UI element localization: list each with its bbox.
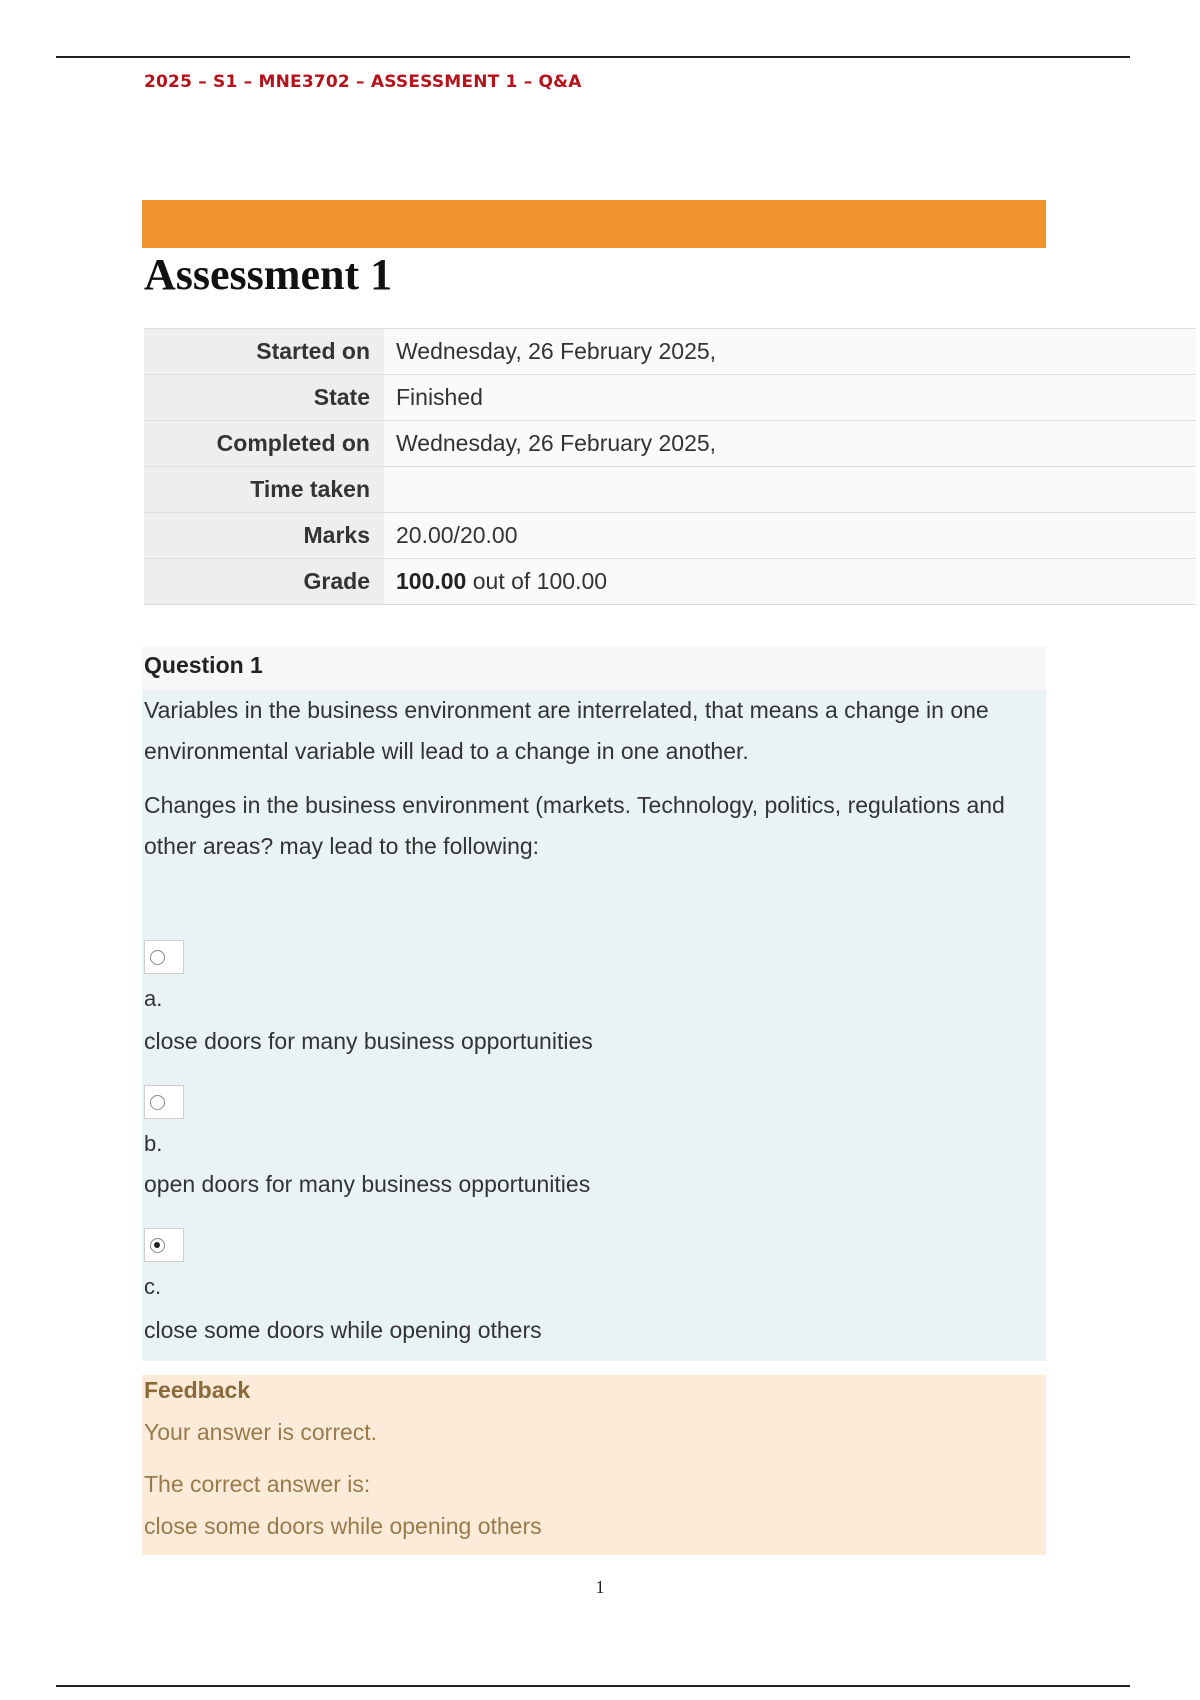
summary-row-state — [144, 375, 1196, 421]
radio-button-a[interactable] — [144, 940, 184, 974]
summary-value — [384, 467, 1196, 513]
summary-label: State — [144, 375, 384, 421]
answer-option-a[interactable] — [144, 940, 1034, 1054]
summary-value: 20.00/20.00 — [384, 513, 1196, 559]
question-body — [142, 690, 1046, 1361]
orange-banner — [142, 200, 1046, 248]
summary-label: Marks — [144, 513, 384, 559]
question-text-paragraph: Changes in the business environment (markets. Technology, politics, regulations and other areas? may lead to the following: — [144, 792, 1005, 859]
summary-value: Wednesday, 26 February 2025, — [384, 329, 1196, 375]
summary-value — [384, 559, 1196, 605]
radio-circle-icon — [150, 950, 165, 965]
grade-out-of: out of 100.00 — [466, 568, 608, 594]
summary-label: Grade — [144, 559, 384, 605]
top-rule — [56, 56, 1130, 58]
answer-option-c[interactable] — [144, 1228, 1034, 1343]
question-header — [142, 646, 1046, 690]
correct-answer-label: The correct answer is: — [144, 1471, 371, 1497]
document-header-title: 2025 – S1 – MNE3702 – ASSESSMENT 1 – Q&A — [144, 72, 582, 92]
option-letter: c. — [144, 1274, 162, 1299]
feedback-panel — [142, 1375, 1046, 1555]
grade-score: 100.00 — [396, 568, 467, 594]
radio-button-b[interactable] — [144, 1085, 184, 1119]
question-text-paragraph: Variables in the business environment are interrelated, that means a change in one environmental variable will lead to a change in one another. — [144, 697, 989, 764]
summary-row-completed-on — [144, 421, 1196, 467]
answer-option-b[interactable] — [144, 1085, 1034, 1197]
correct-answer-text: close some doors while opening others — [144, 1513, 542, 1539]
summary-row-time-taken — [144, 467, 1196, 513]
summary-row-grade — [144, 559, 1196, 605]
summary-value: Finished — [384, 375, 1196, 421]
option-text: close some doors while opening others — [144, 1317, 542, 1343]
option-letter: a. — [144, 986, 163, 1011]
radio-button-c[interactable] — [144, 1228, 184, 1262]
page-number: 1 — [595, 1577, 605, 1597]
radio-circle-icon — [150, 1095, 165, 1110]
summary-label: Time taken — [144, 467, 384, 513]
feedback-heading: Feedback — [144, 1377, 251, 1403]
option-letter: b. — [144, 1131, 163, 1156]
summary-row-started-on — [144, 329, 1196, 375]
question-heading: Question 1 — [144, 652, 263, 678]
summary-row-marks — [144, 513, 1196, 559]
radio-selected-icon — [150, 1238, 165, 1253]
attempt-summary-table — [144, 328, 1196, 605]
option-text: close doors for many business opportunities — [144, 1028, 593, 1054]
summary-label: Started on — [144, 329, 384, 375]
summary-value: Wednesday, 26 February 2025, — [384, 421, 1196, 467]
bottom-rule — [56, 1685, 1130, 1687]
feedback-result: Your answer is correct. — [144, 1419, 378, 1445]
summary-label: Completed on — [144, 421, 384, 467]
page-title: Assessment 1 — [144, 250, 393, 299]
option-text: open doors for many business opportunities — [144, 1171, 591, 1197]
